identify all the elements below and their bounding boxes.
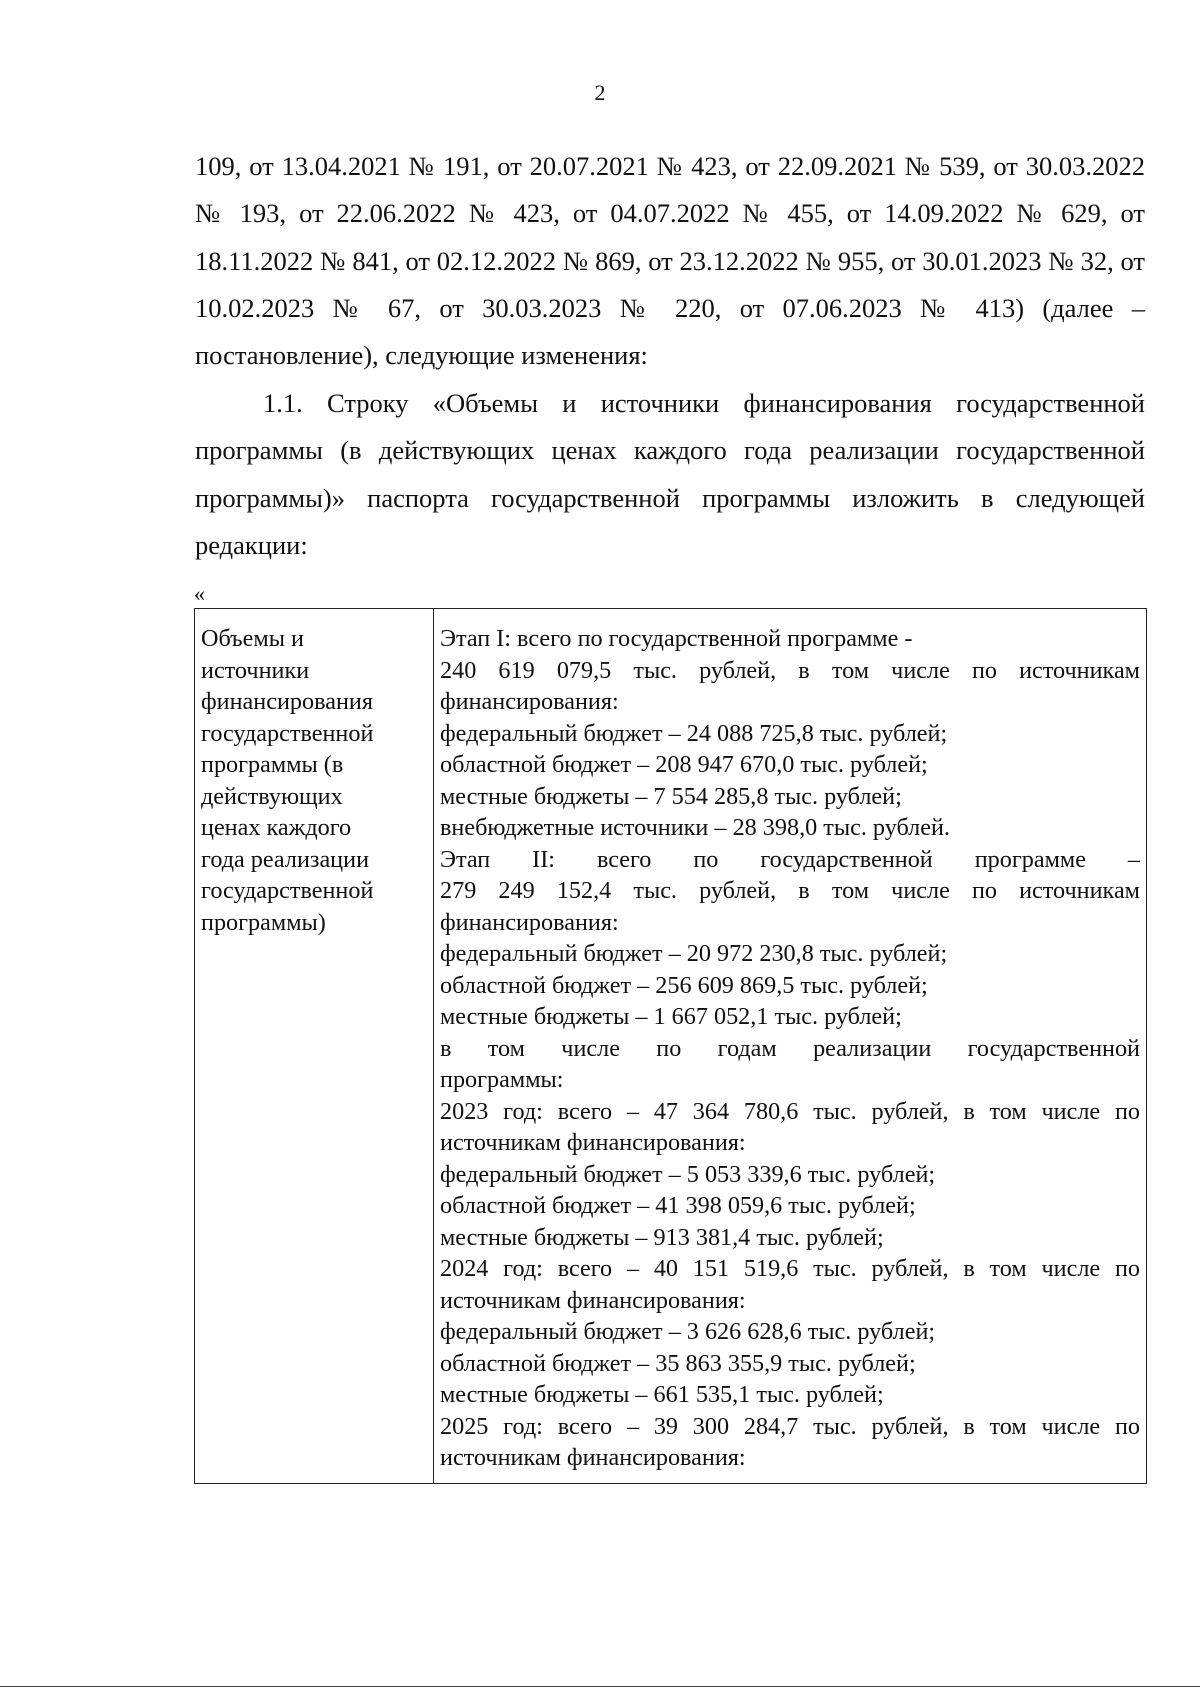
amendment-references-paragraph: 109, от 13.04.2021 № 191, от 20.07.2021 № 423, от 22.09.2021 № 539, от 30.03.2022 № 193, от 22.06.2022 № 423, от 04.07.2022 № 455, от 14.09.2022 № 629, от 18.11.2022 № 841, от 02.12.2022 № 869, от 23.12.2022 № 955, от 30.01.2023 № 32, от 10.02.2023 № 67, от 30.03.2023 № 220, от 07.06.2023 № 413) (далее – постановление), следующие изменения: (195, 151, 1145, 371)
funding-detail-line: областной бюджет – 256 609 869,5 тыс. рублей; (440, 971, 928, 999)
funding-detail-line: областной бюджет – 208 947 670,0 тыс. рублей; (440, 751, 928, 778)
funding-detail-line: в том числе по годам реализации государственной (440, 1034, 1140, 1062)
funding-label-line: государственной (201, 719, 374, 747)
funding-passport-table (194, 608, 1147, 1484)
funding-detail-line: финансирования: (440, 908, 619, 936)
funding-detail-line: федеральный бюджет – 3 626 628,6 тыс. рублей; (440, 1318, 936, 1345)
funding-detail-line: местные бюджеты – 1 667 052,1 тыс. рублей; (440, 1003, 902, 1030)
funding-detail-line: внебюджетные источники – 28 398,0 тыс. рублей. (440, 814, 950, 841)
funding-label-line: действующих (201, 782, 343, 810)
funding-detail-line: федеральный бюджет – 5 053 339,6 тыс. рублей; (440, 1160, 936, 1188)
opening-quote-mark: « (194, 581, 205, 606)
funding-detail-line: Этап II: всего по государственной программе – (440, 845, 1140, 873)
funding-details-cell (434, 609, 1147, 1484)
funding-label-line: программы (в (201, 751, 344, 778)
funding-detail-line: местные бюджеты – 7 554 285,8 тыс. рублей; (440, 782, 902, 810)
funding-detail-line: Этап I: всего по государственной программе - (440, 625, 913, 652)
funding-detail-line: 2025 год: всего – 39 300 284,7 тыс. рублей, в том числе по (440, 1412, 1140, 1440)
funding-detail-line: областной бюджет – 41 398 059,6 тыс. рублей; (440, 1192, 916, 1219)
funding-detail-line: 240 619 079,5 тыс. рублей, в том числе по источникам (440, 656, 1140, 684)
funding-label-line: ценах каждого (201, 814, 352, 841)
page-bottom-rule (0, 1686, 1200, 1687)
funding-detail-line: местные бюджеты – 913 381,4 тыс. рублей; (440, 1223, 884, 1251)
funding-detail-line: 2024 год: всего – 40 151 519,6 тыс. рублей, в том числе по (440, 1255, 1140, 1282)
funding-label-line: финансирования (201, 688, 373, 715)
table-row (195, 609, 1147, 1484)
funding-detail-line: финансирования: (440, 688, 619, 715)
page-number: 2 (594, 80, 606, 105)
funding-detail-line: программы: (440, 1066, 564, 1093)
funding-label-cell (195, 609, 434, 1484)
amendment-item-1-1-paragraph: 1.1. Строку «Объемы и источники финансирования государственной программы (в действующих ценах каждого года реализации государственной программы)» паспорта государственной программы изложить в следующей редакции: (195, 388, 1145, 560)
funding-detail-line: 279 249 152,4 тыс. рублей, в том числе по источникам (440, 877, 1140, 904)
funding-label-line: государственной (201, 877, 374, 904)
funding-label-line: Объемы и (201, 625, 304, 652)
funding-detail-line: местные бюджеты – 661 535,1 тыс. рублей; (440, 1381, 884, 1408)
funding-detail-line: федеральный бюджет – 20 972 230,8 тыс. рублей; (440, 940, 948, 967)
funding-detail-line: 2023 год: всего – 47 364 780,6 тыс. рублей, в том числе по (440, 1097, 1140, 1125)
funding-label-line: источники (201, 656, 310, 684)
funding-label-line: программы) (201, 908, 326, 936)
funding-detail-line: федеральный бюджет – 24 088 725,8 тыс. рублей; (440, 719, 948, 747)
funding-detail-line: областной бюджет – 35 863 355,9 тыс. рублей; (440, 1349, 916, 1377)
funding-label-line: года реализации (201, 845, 370, 873)
funding-detail-line: источникам финансирования: (440, 1444, 746, 1471)
funding-detail-line: источникам финансирования: (440, 1129, 746, 1156)
funding-detail-line: источникам финансирования: (440, 1286, 746, 1314)
